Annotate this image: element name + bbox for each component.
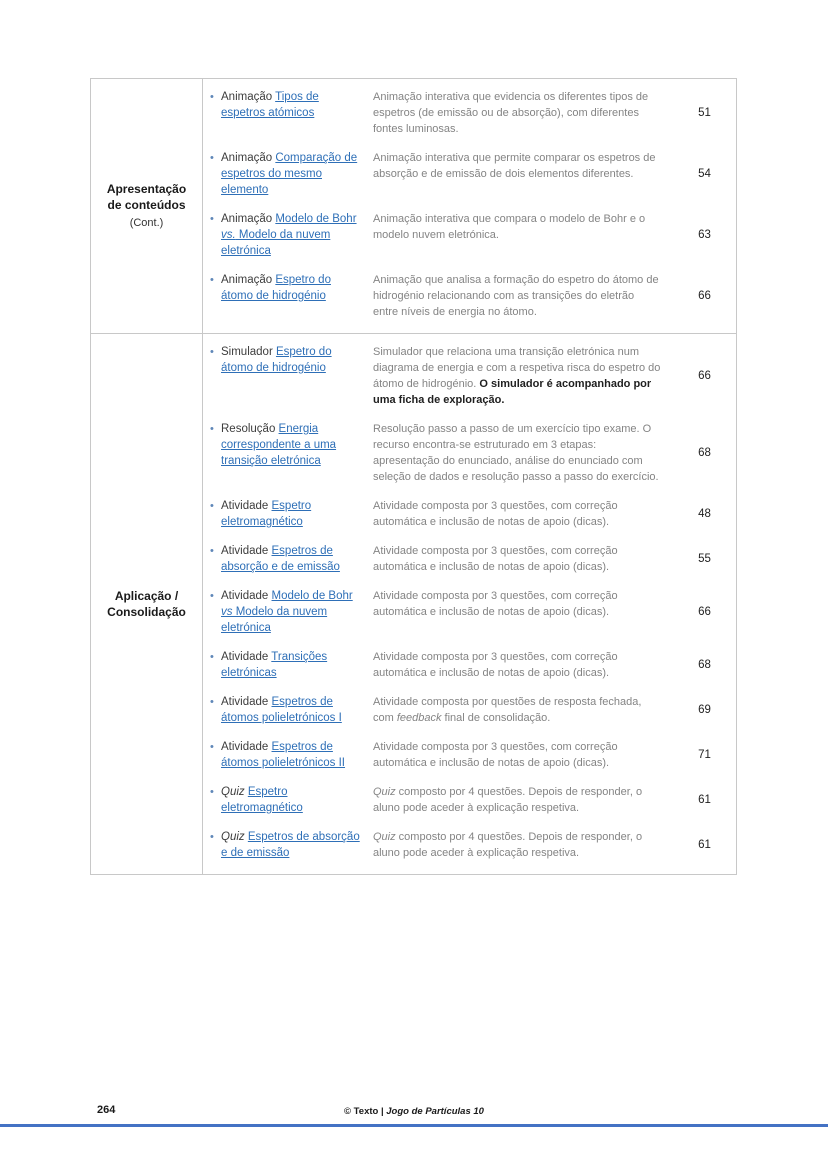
resource-description: Animação que analisa a formação do espetro do átomo de hidrogénio relacionando com as transições do eletrão entre níveis de energia no átomo.	[373, 274, 659, 318]
bullet-icon: •	[210, 500, 214, 512]
page-number-cell	[673, 421, 736, 485]
resource-kind-label: Simulador	[221, 346, 276, 358]
resource-row	[203, 150, 736, 198]
resource-page-number: 61	[698, 839, 711, 851]
bullet-icon: •	[210, 423, 214, 435]
page-number-cell	[673, 694, 736, 726]
resource-item	[203, 150, 373, 198]
section-rows	[203, 79, 736, 333]
bullet-icon: •	[210, 274, 214, 286]
footer-copyright: © Texto |	[344, 1106, 387, 1117]
resource-description: Atividade composta por 3 questões, com correção automática e inclusão de notas de apoio (dicas).	[373, 741, 618, 769]
bullet-icon: •	[210, 346, 214, 358]
category-cell	[91, 334, 203, 874]
resource-description: Animação interativa que compara o modelo de Bohr e o modelo nuvem eletrónica.	[373, 213, 646, 241]
page-number-cell	[673, 739, 736, 771]
resource-item	[203, 344, 373, 408]
resource-item	[203, 543, 373, 575]
category-label: de conteúdos	[107, 198, 186, 212]
resource-kind-label: Resolução	[221, 423, 279, 435]
resource-description: Resolução passo a passo de um exercício tipo exame. O recurso encontra-se estruturado em 3 etapas: apresentação do enunciado, análise do enunciado com seleção de dados e resolução passo a passo do exercício.	[373, 423, 659, 483]
resource-link[interactable]: Tipos de espetros atómicos	[221, 91, 319, 119]
category-cell	[91, 79, 203, 333]
bullet-icon: •	[210, 831, 214, 843]
bullet-icon: •	[210, 152, 214, 164]
resource-link[interactable]: Espetro do átomo de hidrogénio	[221, 274, 331, 302]
page-number-cell	[673, 150, 736, 198]
resource-description: Animação interativa que permite comparar os espetros de absorção e de emissão de dois elementos diferentes.	[373, 152, 656, 180]
resource-description: Quiz composto por 4 questões. Depois de responder, o aluno pode aceder à explicação respetiva.	[373, 831, 643, 859]
resource-page-number: 68	[698, 447, 711, 459]
resource-page-number: 51	[698, 107, 711, 119]
table-section	[91, 334, 736, 874]
resource-link[interactable]: Espetros de átomos polieletrónicos I	[221, 696, 342, 724]
resource-item	[203, 739, 373, 771]
resource-description: Atividade composta por 3 questões, com correção automática e inclusão de notas de apoio (dicas).	[373, 651, 618, 679]
page-number-cell	[673, 211, 736, 259]
resource-row	[203, 739, 736, 771]
page-number-cell	[673, 498, 736, 530]
resource-row	[203, 272, 736, 320]
page-number-cell	[673, 829, 736, 861]
footer-credit	[0, 1106, 828, 1117]
resource-page-number: 54	[698, 168, 711, 180]
footer-accent-bar	[0, 1124, 828, 1127]
resource-item	[203, 694, 373, 726]
resource-kind-label: Animação	[221, 213, 276, 225]
bullet-icon: •	[210, 545, 214, 557]
resource-link[interactable]: Espetro eletromagnético	[221, 786, 303, 814]
resource-item	[203, 829, 373, 861]
resource-kind-label: Atividade	[221, 545, 272, 557]
resource-description: Atividade composta por questões de resposta fechada, com feedback final de consolidação.	[373, 696, 642, 724]
resource-page-number: 55	[698, 553, 711, 565]
resource-description: Simulador que relaciona uma transição eletrónica num diagrama de energia e com a respetiva risca do espetro do átomo de hidrogénio. O simulador é acompanhado por uma ficha de exploração.	[373, 346, 661, 406]
resource-description: Atividade composta por 3 questões, com correção automática e inclusão de notas de apoio (dicas).	[373, 500, 618, 528]
resource-item	[203, 649, 373, 681]
resource-kind-label: Atividade	[221, 696, 272, 708]
page-number-cell	[673, 784, 736, 816]
resource-kind-label: Atividade	[221, 651, 272, 663]
resource-row	[203, 543, 736, 575]
bullet-icon: •	[210, 590, 214, 602]
resource-row	[203, 694, 736, 726]
bullet-icon: •	[210, 696, 214, 708]
resource-item	[203, 211, 373, 259]
resource-kind-label: Quiz	[221, 831, 248, 843]
resource-link[interactable]: Energia correspondente a uma transição eletrónica	[221, 423, 337, 467]
resources-table	[90, 78, 737, 875]
resource-link[interactable]: Espetro eletromagnético	[221, 500, 312, 528]
resource-description: Quiz composto por 4 questões. Depois de responder, o aluno pode aceder à explicação respetiva.	[373, 786, 643, 814]
footer-page-number: 264	[97, 1104, 116, 1116]
section-rows	[203, 334, 736, 874]
page-number-cell	[673, 588, 736, 636]
resource-link[interactable]: Espetros de absorção e de emissão	[221, 831, 360, 859]
resource-row	[203, 784, 736, 816]
resource-page-number: 68	[698, 659, 711, 671]
page-number-cell	[673, 272, 736, 320]
resource-link[interactable]: Modelo de Bohr vs. Modelo da nuvem eletrónica	[221, 213, 357, 257]
category-label: Aplicação /	[114, 589, 179, 603]
resource-row	[203, 89, 736, 137]
resource-kind-label: Atividade	[221, 500, 272, 512]
resource-page-number: 69	[698, 704, 711, 716]
resource-item	[203, 588, 373, 636]
bullet-icon: •	[210, 213, 214, 225]
resource-link[interactable]: Espetros de átomos polieletrónicos II	[221, 741, 346, 769]
page-number-cell	[673, 344, 736, 408]
resource-kind-label: Atividade	[221, 741, 272, 753]
table-section	[91, 79, 736, 334]
bullet-icon: •	[210, 651, 214, 663]
resource-description: Atividade composta por 3 questões, com correção automática e inclusão de notas de apoio (dicas).	[373, 545, 618, 573]
resource-link[interactable]: Transições eletrónicas	[221, 651, 328, 679]
resource-page-number: 48	[698, 508, 711, 520]
resource-kind-label: Animação	[221, 274, 276, 286]
resource-link[interactable]: Modelo de Bohr vs Modelo da nuvem eletrónica	[221, 590, 353, 634]
resource-page-number: 63	[698, 229, 711, 241]
resource-item	[203, 784, 373, 816]
bullet-icon: •	[210, 786, 214, 798]
resource-item	[203, 272, 373, 320]
resource-kind-label: Animação	[221, 152, 276, 164]
resource-page-number: 66	[698, 290, 711, 302]
page-number-cell	[673, 649, 736, 681]
page-number-cell	[673, 543, 736, 575]
resource-link[interactable]: Espetro do átomo de hidrogénio	[221, 346, 332, 374]
bullet-icon: •	[210, 741, 214, 753]
resource-row	[203, 421, 736, 485]
resource-kind-label: Atividade	[221, 590, 272, 602]
page-number-cell	[673, 89, 736, 137]
resource-item	[203, 89, 373, 137]
resource-kind-label: Quiz	[221, 786, 248, 798]
resource-row	[203, 829, 736, 861]
resource-page-number: 66	[698, 370, 711, 382]
resource-item	[203, 421, 373, 485]
resource-row	[203, 344, 736, 408]
resource-description: Atividade composta por 3 questões, com correção automática e inclusão de notas de apoio (dicas).	[373, 590, 618, 618]
resource-page-number: 61	[698, 794, 711, 806]
footer-book-title: Jogo de Partículas 10	[386, 1106, 484, 1117]
page-footer	[0, 1104, 828, 1124]
category-label: Apresentação	[106, 182, 187, 196]
resource-link[interactable]: Comparação de espetros do mesmo elemento	[221, 152, 358, 196]
resource-row	[203, 211, 736, 259]
resource-page-number: 66	[698, 606, 711, 618]
resource-row	[203, 649, 736, 681]
resource-row	[203, 588, 736, 636]
resource-link[interactable]: Espetros de absorção e de emissão	[221, 545, 340, 573]
resource-kind-label: Animação	[221, 91, 276, 103]
resource-description: Animação interativa que evidencia os diferentes tipos de espetros (de emissão ou de absorção), com diferentes fontes luminosas.	[373, 91, 649, 135]
category-note: (Cont.)	[129, 217, 164, 229]
category-label: Consolidação	[107, 605, 186, 619]
bullet-icon: •	[210, 91, 214, 103]
resource-item	[203, 498, 373, 530]
resource-page-number: 71	[698, 749, 711, 761]
resource-row	[203, 498, 736, 530]
